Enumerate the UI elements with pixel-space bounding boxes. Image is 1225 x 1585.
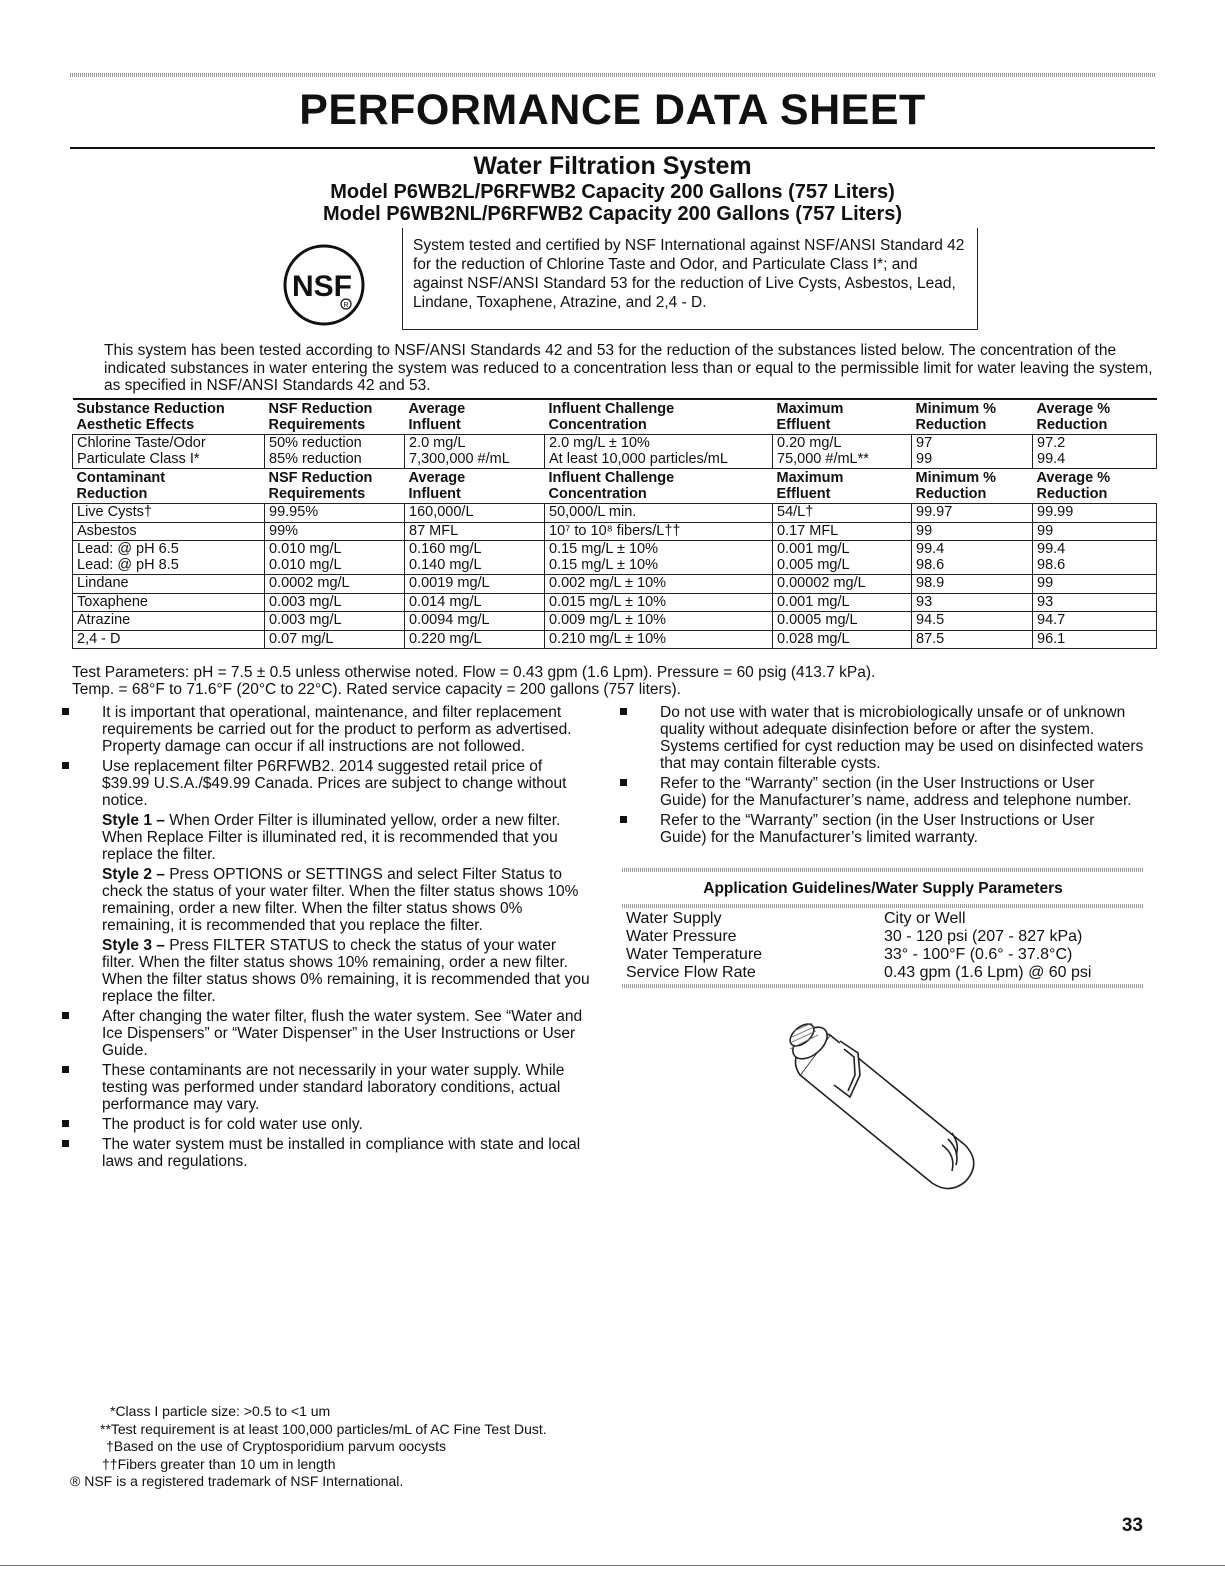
table-row [73, 522, 1157, 541]
list-item: Refer to the “Warranty” section (in the User Instructions or User Guide) for the Manufacturer’s name, address and telephone number. [620, 775, 1145, 809]
bullet-icon [62, 1066, 69, 1073]
bullet-icon [62, 1012, 69, 1019]
list-item: Do not use with water that is microbiologically unsafe or of unknown quality without adequate disinfection before or after the system. Systems certified for cyst reduction may be used on disinfected waters that may contain filterable cysts. [620, 704, 1145, 772]
table-cell: 97 99 [912, 435, 1033, 469]
table-row [73, 593, 1157, 612]
list-item: Use replacement filter P6RFWB2. 2014 suggested retail price of $39.99 U.S.A./$49.99 Canada. Prices are subject to change without notice. [62, 758, 590, 809]
table-cell: Chlorine Taste/Odor Particulate Class I* [73, 435, 265, 469]
table-cell: 50,000/L min. [545, 504, 773, 523]
list-item: It is important that operational, maintenance, and filter replacement requirements be carried out for the product to perform as advertised. Property damage can occur if all instructions are not followed. [62, 704, 590, 755]
bullet-icon [620, 779, 627, 786]
svg-text:R: R [343, 302, 349, 309]
list-item: After changing the water filter, flush the water system. See “Water and Ice Dispensers” or “Water Dispenser” in the User Instructions or User Guide. [62, 1008, 590, 1059]
column-header: Average Influent [405, 399, 545, 435]
table-cell: 0.003 mg/L [265, 612, 405, 631]
table-cell: 0.15 mg/L ± 10% 0.15 mg/L ± 10% [545, 541, 773, 575]
table-cell: 0.0094 mg/L [405, 612, 545, 631]
application-guidelines [622, 868, 1144, 988]
table-cell: 98.9 [912, 575, 1033, 594]
table-cell: 0.0019 mg/L [405, 575, 545, 594]
table-row [73, 541, 1157, 575]
table-cell: 160,000/L [405, 504, 545, 523]
footnote-fibers: ††Fibers greater than 10 um in length [102, 1455, 336, 1472]
table-cell: Lead: @ pH 6.5 Lead: @ pH 8.5 [73, 541, 265, 575]
bullet-icon [620, 708, 627, 715]
test-parameters-line-1: Test Parameters: pH = 7.5 ± 0.5 unless otherwise noted. Flow = 0.43 gpm (1.6 Lpm). Pressure = 60 psig (413.7 kPa). [72, 664, 876, 681]
column-header: NSF Reduction Requirements [265, 399, 405, 435]
column-header: Average % Reduction [1033, 399, 1157, 435]
guideline-value: 30 - 120 psi (207 - 827 kPa) [884, 928, 1083, 945]
style-3-paragraph: Style 3 – Press FILTER STATUS to check the status of your water filter. When the filter status shows 10% remaining, order a new filter. When the filter status shows 0% remaining, it is recommended that you replace the filter. [102, 937, 590, 1005]
table-cell: 93 [1033, 593, 1157, 612]
intro-paragraph: This system has been tested according to NSF/ANSI Standards 42 and 53 for the reduction of the substances listed below. The concentration of the indicated substances in water entering the system was reduced to a concentration less than or equal to the permissible limit for water leaving the system, as specified in NSF/ANSI Standards 42 and 53. [104, 342, 1153, 394]
guidelines-top-divider [622, 868, 1144, 872]
table-cell: 99.97 [912, 504, 1033, 523]
table-cell: 2.0 mg/L 7,300,000 #/mL [405, 435, 545, 469]
table-cell: 87 MFL [405, 522, 545, 541]
table-cell: Asbestos [73, 522, 265, 541]
table-cell: 50% reduction 85% reduction [265, 435, 405, 469]
bullet-icon [62, 1140, 69, 1147]
table-cell: 0.003 mg/L [265, 593, 405, 612]
certification-box [402, 228, 978, 330]
footnote-test-requirement: **Test requirement is at least 100,000 particles/mL of AC Fine Test Dust. [100, 1420, 547, 1437]
guidelines-header-divider [622, 904, 1144, 908]
page-title: PERFORMANCE DATA SHEET [299, 86, 926, 134]
style-2-paragraph: Style 2 – Press OPTIONS or SETTINGS and select Filter Status to check the status of your water filter. When the filter status shows 10% remaining, order a new filter. When the filter status shows 0% remaining, it is recommended that you replace the filter. [102, 866, 579, 934]
guideline-row [622, 910, 1144, 928]
left-column [62, 704, 590, 1173]
bullet-icon [62, 1120, 69, 1127]
table-cell: 0.002 mg/L ± 10% [545, 575, 773, 594]
table-cell: 99.99 [1033, 504, 1157, 523]
table-cell: 93 [912, 593, 1033, 612]
table-cell: 96.1 [1033, 630, 1157, 649]
table-cell: 10⁷ to 10⁸ fibers/L†† [545, 522, 773, 541]
column-header: Influent Challenge Concentration [545, 399, 773, 435]
list-item: These contaminants are not necessarily in your water supply. While testing was performed under standard laboratory conditions, actual performance may vary. [62, 1062, 590, 1113]
subtitle: Water Filtration System [473, 152, 752, 180]
list-item: The product is for cold water use only. [62, 1116, 590, 1133]
guideline-row [622, 946, 1144, 964]
performance-table [72, 398, 1157, 649]
nsf-logo [282, 243, 366, 327]
column-header: Influent Challenge Concentration [545, 469, 773, 504]
table-cell: 54/L† [773, 504, 912, 523]
table-cell: 2.0 mg/L ± 10% At least 10,000 particles/mL [545, 435, 773, 469]
bullet-icon [62, 708, 69, 715]
guideline-value: City or Well [884, 910, 966, 927]
table-cell: 0.160 mg/L 0.140 mg/L [405, 541, 545, 575]
table-cell: 0.17 MFL [773, 522, 912, 541]
column-header: Substance Reduction Aesthetic Effects [73, 399, 265, 435]
footnote-cysts: †Based on the use of Cryptosporidium parvum oocysts [106, 1438, 447, 1454]
certification-text: System tested and certified by NSF International against NSF/ANSI Standard 42 for the reduction of Chlorine Taste and Odor, and Particulate Class I*; and against NSF/ANSI Standard 53 for the reduction of Live Cysts, Asbestos, Lead, Lindane, Toxaphene, Atrazine, and 2,4 - D. [413, 237, 965, 311]
column-header: Maximum Effluent [773, 399, 912, 435]
table-cell: 2,4 - D [73, 630, 265, 649]
table-row [73, 612, 1157, 631]
table-cell: 0.010 mg/L 0.010 mg/L [265, 541, 405, 575]
bullet-icon [62, 762, 69, 769]
table-cell: 99.95% [265, 504, 405, 523]
guidelines-bottom-divider [622, 984, 1144, 988]
column-header: Average % Reduction [1033, 469, 1157, 504]
column-header: Maximum Effluent [773, 469, 912, 504]
guidelines-title: Application Guidelines/Water Supply Parameters [703, 880, 1063, 897]
guideline-row [622, 928, 1144, 946]
table-cell: 0.015 mg/L ± 10% [545, 593, 773, 612]
guideline-value: 0.43 gpm (1.6 Lpm) @ 60 psi [884, 964, 1092, 981]
style-1-paragraph: Style 1 – When Order Filter is illuminated yellow, order a new filter. When Replace Filter is illuminated red, it is recommended that you replace the filter. [102, 812, 561, 863]
table-cell: 99 [1033, 575, 1157, 594]
column-header: Contaminant Reduction [73, 469, 265, 504]
table-cell: 99.4 98.6 [1033, 541, 1157, 575]
table-row [73, 630, 1157, 649]
test-parameters-line-2: Temp. = 68°F to 71.6°F (20°C to 22°C). Rated service capacity = 200 gallons (757 liters). [72, 681, 681, 698]
table-cell: 94.5 [912, 612, 1033, 631]
table-cell: Live Cysts† [73, 504, 265, 523]
right-column [620, 704, 1145, 849]
model-line-2: Model P6WB2NL/P6RFWB2 Capacity 200 Gallons (757 Liters) [322, 203, 903, 225]
guideline-label: Service Flow Rate [626, 964, 756, 981]
guideline-label: Water Supply [626, 910, 722, 927]
column-header: Minimum % Reduction [912, 399, 1033, 435]
table-cell: 0.07 mg/L [265, 630, 405, 649]
list-item: The water system must be installed in compliance with state and local laws and regulations. [62, 1136, 590, 1170]
guideline-value: 33° - 100°F (0.6° - 37.8°C) [884, 946, 1073, 963]
table-cell: 99 [912, 522, 1033, 541]
test-parameters [72, 664, 1152, 698]
guideline-row [622, 964, 1144, 982]
table-header-row [73, 469, 1157, 504]
table-cell: 87.5 [912, 630, 1033, 649]
table-cell: 0.210 mg/L ± 10% [545, 630, 773, 649]
table-row [73, 435, 1157, 469]
footnotes [70, 1403, 547, 1491]
title-rule [70, 147, 1155, 149]
table-cell: 97.2 99.4 [1033, 435, 1157, 469]
list-item: Refer to the “Warranty” section (in the User Instructions or User Guide) for the Manufacturer’s limited warranty. [620, 812, 1145, 846]
table-cell: Toxaphene [73, 593, 265, 612]
top-hatch-divider [70, 73, 1155, 77]
column-header: Minimum % Reduction [912, 469, 1033, 504]
table-cell: 99.4 98.6 [912, 541, 1033, 575]
table-cell: 99% [265, 522, 405, 541]
nsf-logo-text: NSF [292, 270, 352, 303]
table-cell: 94.7 [1033, 612, 1157, 631]
model-line-1: Model P6WB2L/P6RFWB2 Capacity 200 Gallons (757 Liters) [330, 181, 895, 203]
table-cell: 0.009 mg/L ± 10% [545, 612, 773, 631]
column-header: NSF Reduction Requirements [265, 469, 405, 504]
table-row [73, 575, 1157, 594]
table-cell: 0.00002 mg/L [773, 575, 912, 594]
table-cell: 0.014 mg/L [405, 593, 545, 612]
table-header-row [73, 399, 1157, 435]
bottom-rule [0, 1565, 1225, 1566]
footnote-trademark: ® NSF is a registered trademark of NSF International. [70, 1473, 404, 1489]
guideline-label: Water Temperature [626, 946, 763, 963]
table-cell: 0.001 mg/L [773, 593, 912, 612]
table-cell: 0.20 mg/L 75,000 #/mL** [773, 435, 912, 469]
table-cell: Lindane [73, 575, 265, 594]
water-filter-image [770, 1005, 1010, 1195]
column-header: Average Influent [405, 469, 545, 504]
page-number: 33 [1121, 1515, 1143, 1536]
table-cell: 0.0005 mg/L [773, 612, 912, 631]
table-cell: 0.0002 mg/L [265, 575, 405, 594]
guideline-label: Water Pressure [626, 928, 737, 945]
table-cell: 0.001 mg/L 0.005 mg/L [773, 541, 912, 575]
footnote-class-i: *Class I particle size: >0.5 to <1 um [110, 1403, 331, 1419]
table-cell: Atrazine [73, 612, 265, 631]
table-cell: 0.220 mg/L [405, 630, 545, 649]
table-row [73, 504, 1157, 523]
table-cell: 99 [1033, 522, 1157, 541]
table-cell: 0.028 mg/L [773, 630, 912, 649]
bullet-icon [620, 816, 627, 823]
